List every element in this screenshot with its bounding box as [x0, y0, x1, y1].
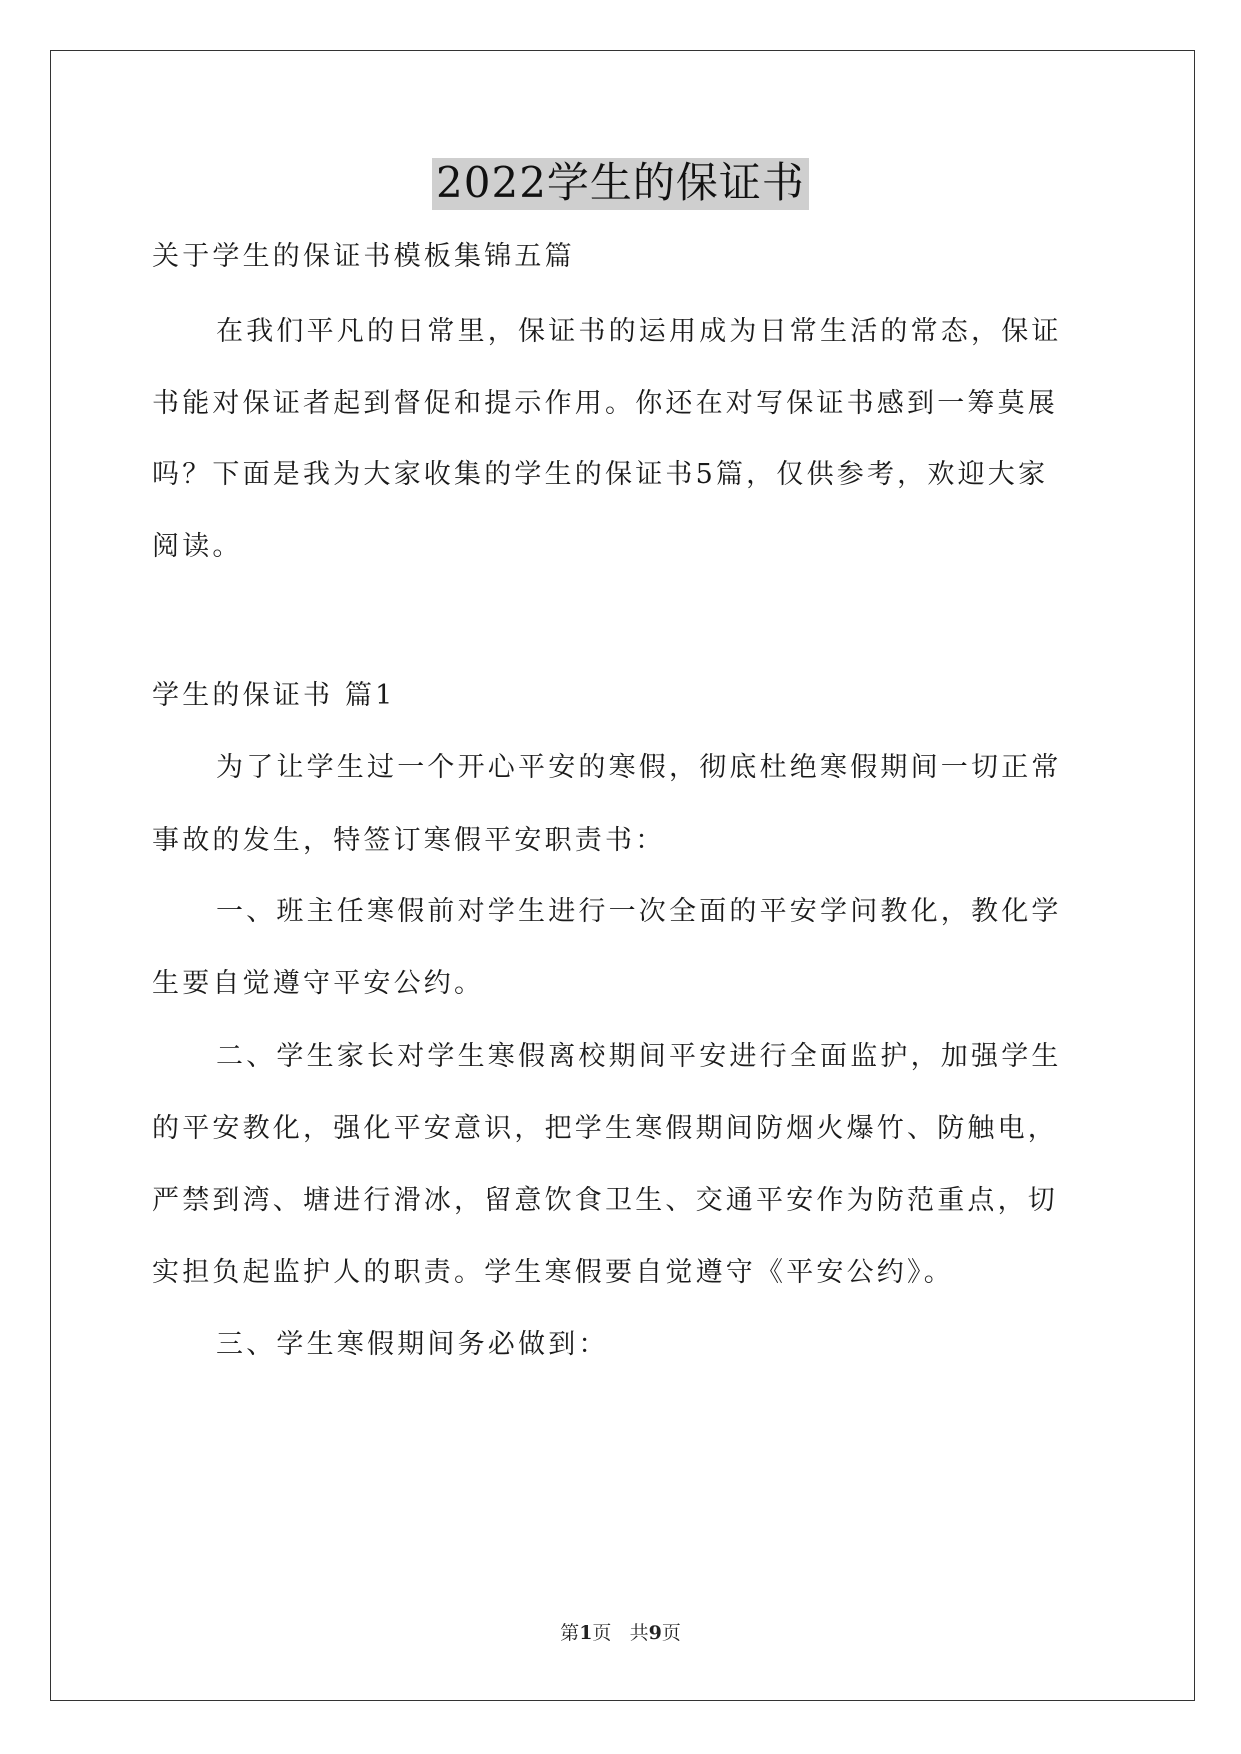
intro-line: 阅读。	[152, 531, 243, 562]
intro-line: 书能对保证者起到督促和提示作用。你还在对写保证书感到一筹莫展	[152, 388, 1058, 419]
total-page-number: 9	[648, 1622, 662, 1644]
page-footer	[0, 1618, 1241, 1645]
document-title	[0, 158, 1241, 210]
page-border	[50, 50, 1195, 1701]
body-line: 事故的发生，特签订寒假平安职责书：	[152, 825, 666, 856]
intro-line: 在我们平凡的日常里，保证书的运用成为日常生活的常态，保证	[216, 316, 1062, 347]
body-line: 生要自觉遵守平安公约。	[152, 968, 485, 999]
footer-total-suffix: 页	[661, 1622, 681, 1644]
body-line: 严禁到湾、塘进行滑冰，留意饮食卫生、交通平安作为防范重点，切	[152, 1185, 1058, 1216]
document-subtitle: 关于学生的保证书模板集锦五篇	[152, 241, 575, 272]
current-page-number: 1	[579, 1622, 593, 1644]
body-line: 为了让学生过一个开心平安的寒假，彻底杜绝寒假期间一切正常	[216, 752, 1062, 783]
document-title-text: 2022学生的保证书	[432, 158, 809, 210]
body-line: 一、班主任寒假前对学生进行一次全面的平安学问教化，教化学	[216, 896, 1062, 927]
section-heading: 学生的保证书 篇1	[152, 680, 396, 711]
footer-prefix: 第	[560, 1622, 580, 1644]
intro-line: 吗？下面是我为大家收集的学生的保证书5篇，仅供参考，欢迎大家	[152, 459, 1049, 490]
footer-page-word: 页	[592, 1622, 612, 1644]
body-line: 实担负起监护人的职责。学生寒假要自觉遵守《平安公约》。	[152, 1257, 954, 1288]
body-line: 二、学生家长对学生寒假离校期间平安进行全面监护，加强学生	[216, 1041, 1062, 1072]
body-line: 的平安教化，强化平安意识，把学生寒假期间防烟火爆竹、防触电，	[152, 1113, 1058, 1144]
footer-total-prefix: 共	[629, 1622, 649, 1644]
body-line: 三、学生寒假期间务必做到：	[216, 1329, 609, 1360]
